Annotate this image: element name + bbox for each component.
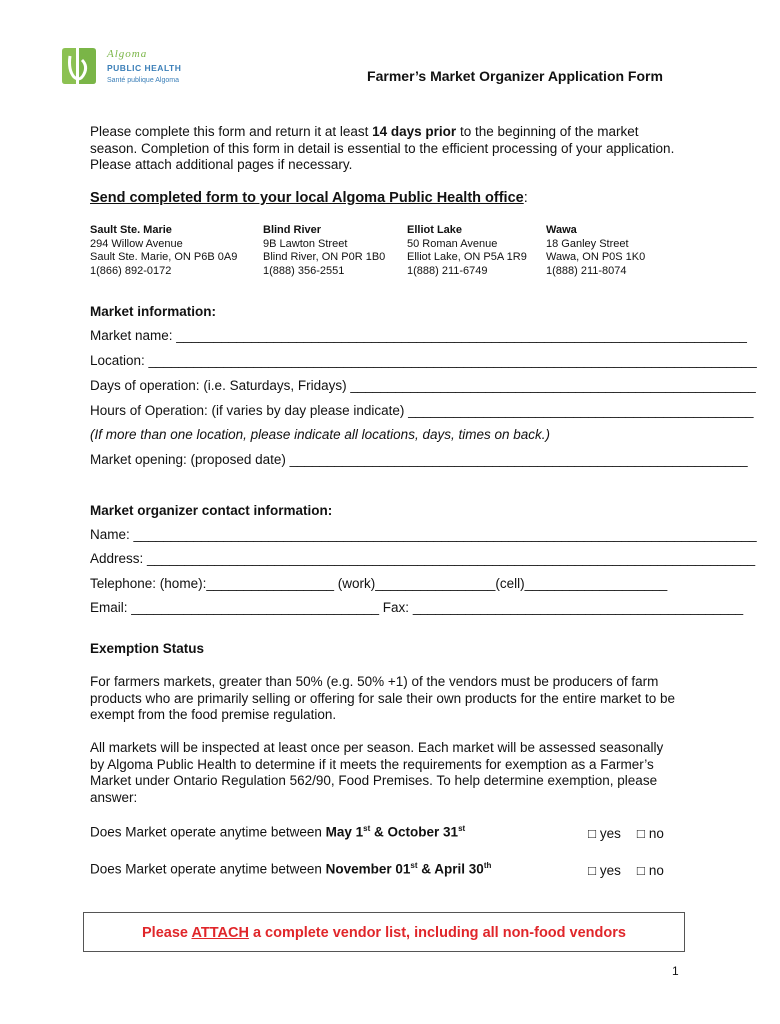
q1-s1: st [363,824,371,833]
office-phone: 1(888) 211-6749 [407,264,488,277]
address-field[interactable]: Address: _________________________________________________________________________________ [90,551,756,566]
send-heading-text: Send completed form to your local Algoma Public Health office [90,190,524,206]
page-number: 1 [672,964,679,978]
office-phone: 1(866) 892-0172 [90,264,172,277]
exemption-para1: For farmers markets, greater than 50% (e.g. 50% +1) of the vendors must be producers of farm products who are primarily selling or offering for sale their own products for the entire market to be exempt from the food premise regulation. [90,674,676,722]
office-elliot-lake [407,224,527,278]
email-fax-field[interactable]: Email: _________________________________ Fax: ____________________________________________ [90,600,744,615]
intro-pre: Please complete this form and return it at least [90,124,373,139]
opening-label: Market opening: (proposed date) [90,452,290,467]
q2-s2: th [483,861,492,870]
attach-post: a complete vendor list, including all non-food vendors [248,925,626,941]
q2-yes-checkbox[interactable]: □ yes [588,863,621,878]
office-city: Blind River, ON P0R 1B0 [263,251,386,263]
telephone-field[interactable]: Telephone: (home):_________________ (work)________________(cell)___________________ [90,576,668,591]
q1-d1: May 1 [325,824,364,840]
q2-d1: November 01 [325,861,411,877]
office-blind-river [263,224,385,278]
q2-no-checkbox[interactable]: □ no [636,863,664,878]
intro-paragraph [90,124,680,174]
days-field[interactable]: Days of operation: (i.e. Saturdays, Fridays) ______________________________________________________ [90,378,756,393]
office-street: 9B Lawton Street [263,237,348,250]
office-name: Elliot Lake [407,224,463,236]
office-city: Wawa, ON P0S 1K0 [546,251,646,263]
location-label: Location: [90,353,149,368]
office-wawa [546,224,645,278]
exemption-para2: All markets will be inspected at least once per season. Each market will be assessed seasonally by Algoma Public Health to determine if it meets the requirements for exemption as a Farmer’s Market under Ontario Regulation 562/90, Food Premises. To help determine exemption, please answer: [90,740,664,805]
question-may-october [90,824,465,840]
q2-s1: st [410,861,418,870]
office-city: Elliot Lake, ON P5A 1R9 [407,251,527,263]
q1-pre: Does Market operate anytime between [90,824,326,840]
location-note: (If more than one location, please indicate all locations, days, times on back.) [90,427,550,442]
office-phone: 1(888) 356-2551 [263,264,345,277]
question-november-april [90,861,491,877]
location-field[interactable]: Location: _________________________________________________________________________________ [90,353,757,368]
market-name-field[interactable]: Market name: ____________________________________________________________________________ [90,328,747,343]
send-heading [90,190,528,206]
fax-label: Fax: [379,600,413,615]
office-street: 18 Ganley Street [546,237,629,250]
attach-emphasis: ATTACH [191,925,249,941]
office-sault [90,224,237,278]
contact-heading: Market organizer contact information: [90,503,333,518]
office-name: Blind River [263,224,322,236]
q1-options [588,826,680,841]
q1-s2: st [458,824,466,833]
q1-mid: & October 31 [370,824,459,840]
hours-label: Hours of Operation: (if varies by day please indicate) [90,403,409,418]
email-label: Email: [90,600,132,615]
address-label: Address: [90,551,148,566]
intro-bold: 14 days prior [372,124,457,139]
attach-notice [83,912,685,952]
office-phone: 1(888) 211-8074 [546,264,627,277]
opening-field[interactable]: Market opening: (proposed date) _____________________________________________________________ [90,452,748,467]
q2-options [588,863,680,878]
hours-field[interactable]: Hours of Operation: (if varies by day please indicate) ______________________________________________ [90,403,754,418]
q2-mid: & April 30 [417,861,484,877]
intro-post: to the beginning of the market season. Completion of this form in detail is essential to the efficient processing of your application. Please attach additional pages if necessary. [90,124,675,172]
office-street: 50 Roman Avenue [407,237,498,250]
market-heading: Market information: [90,304,217,319]
send-heading-suffix: : [523,190,528,206]
exemption-heading: Exemption Status [90,641,205,656]
logo-name: Algoma [107,48,148,60]
q2-pre: Does Market operate anytime between [90,861,326,877]
organizer-name-field[interactable]: Name: ___________________________________________________________________________________ [90,527,757,542]
q1-no-checkbox[interactable]: □ no [636,826,664,841]
office-street: 294 Willow Avenue [90,237,183,250]
logo-french: Santé publique Algoma [107,76,179,84]
office-name: Sault Ste. Marie [90,224,172,236]
q1-yes-checkbox[interactable]: □ yes [588,826,621,841]
days-label: Days of operation: (i.e. Saturdays, Fridays) [90,378,351,393]
office-city: Sault Ste. Marie, ON P6B 0A9 [90,251,238,263]
attach-pre: Please [142,925,192,941]
office-name: Wawa [546,224,577,236]
market-name-label: Market name: [90,328,177,343]
organizer-name-label: Name: [90,527,134,542]
page-title: Farmer’s Market Organizer Application Form [367,68,663,84]
logo-org: PUBLIC HEALTH [107,63,182,73]
